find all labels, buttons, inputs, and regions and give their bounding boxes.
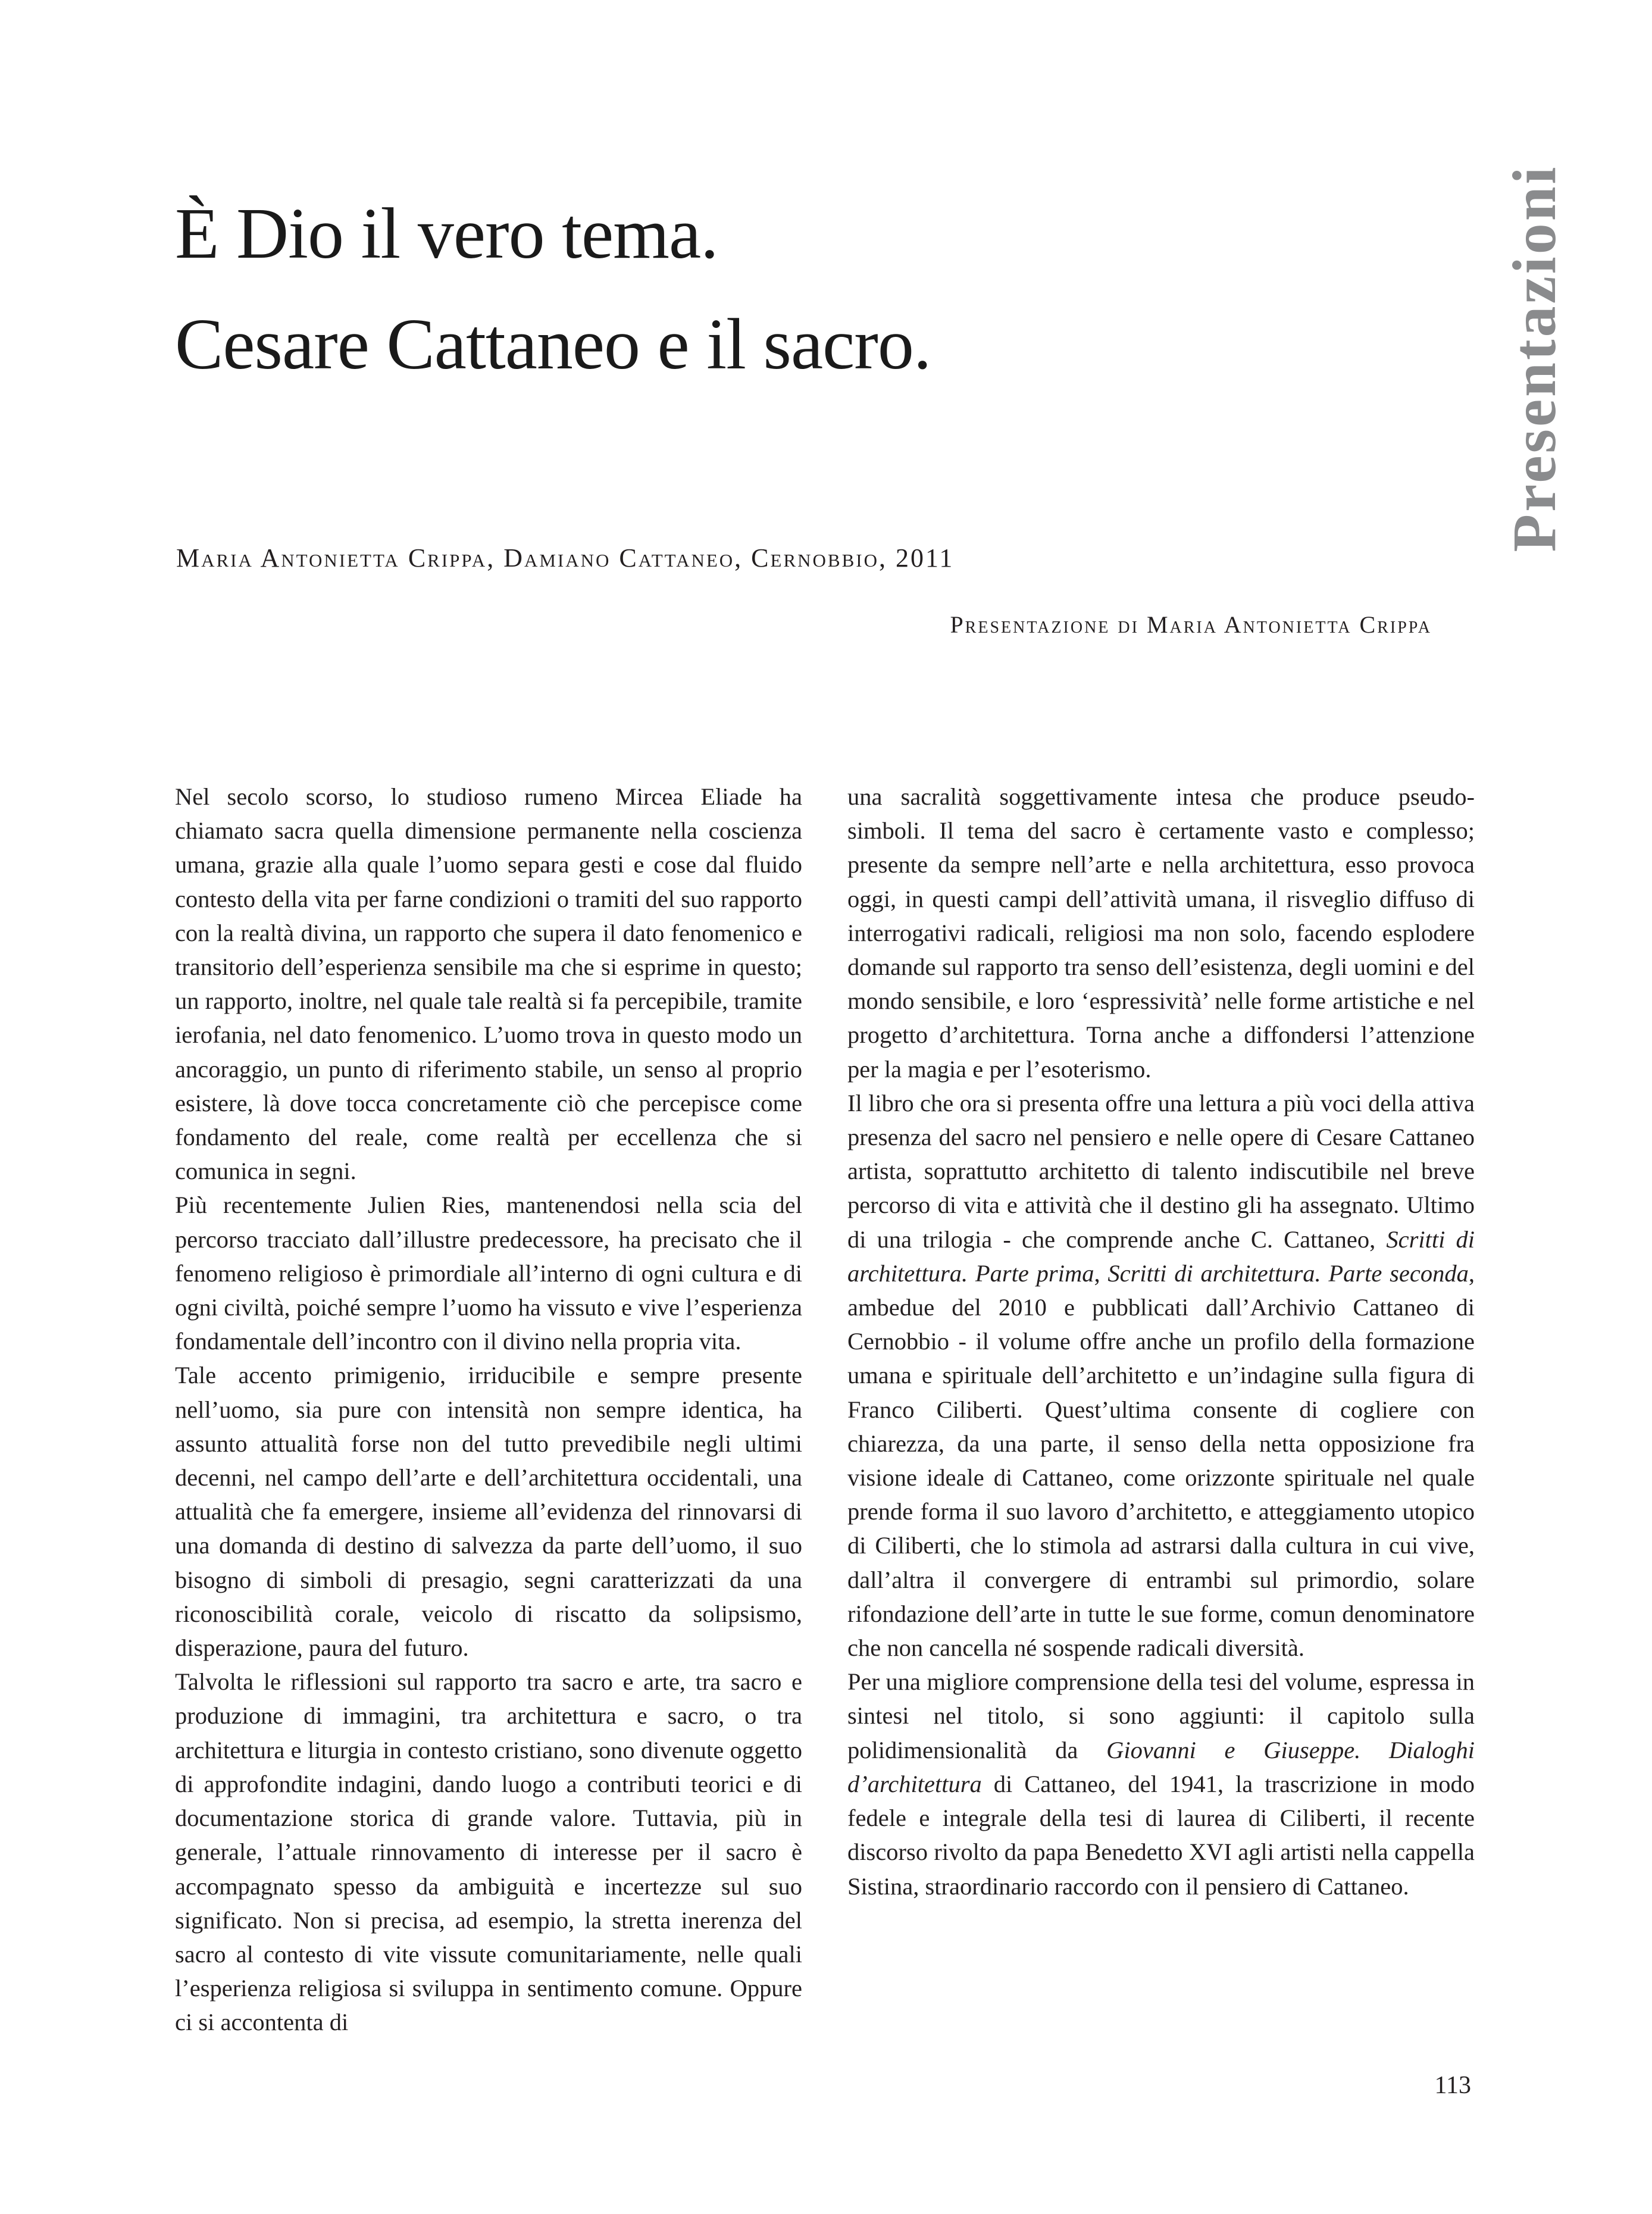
text-run: di Cattaneo, del 1941, la trascrizione in modo fedele e integrale della tesi di laurea di Ciliberti, il recente discorso rivolto da papa Benedetto XVI agli artisti nella cappella Sistina, straordinario raccordo con il pensiero di Cattaneo. xyxy=(847,1770,1475,1900)
book-reference: Maria Antonietta Crippa, Damiano Cattaneo, Cernobbio, 2011 xyxy=(176,543,955,573)
paragraph: una sacralità soggettivamente intesa che produce pseudo-simboli. Il tema del sacro è certamente vasto e complesso; presente da sempre nell’arte e nella architettura, esso provoca oggi, in questi campi dell’attività umana, il risveglio diffuso di interrogativi radicali, religiosi ma non solo, facendo esplodere domande sul rapporto tra senso dell’esistenza, degli uomini e del mondo sensibile, e loro ‘espressività’ nelle forme artistiche e nel progetto d’architettura. Torna anche a diffondersi l’attenzione per la magia e per l’esoterismo. xyxy=(847,783,1475,1083)
paragraph xyxy=(847,1086,1475,1665)
paragraph xyxy=(847,1665,1475,1903)
paragraph: Nel secolo scorso, lo studioso rumeno Mircea Eliade ha chiamato sacra quella dimensione permanente nella coscienza umana, grazie alla quale l’uomo separa gesti e cose dal fluido contesto della vita per farne condizioni o tramiti del suo rapporto con la realtà divina, un rapporto che supera il dato fenomenico e transitorio dell’esperienza sensibile ma che si esprime in questo; un rapporto, inoltre, nel quale tale realtà si fa percepibile, tramite ierofania, nel dato fenomenico. L’uomo trova in questo modo un ancoraggio, un punto di riferimento stabile, un senso al proprio esistere, là dove tocca concretamente ciò che percepisce come fondamento del reale, come realtà per eccellenza che si comunica in segni. xyxy=(175,783,802,1185)
page-number: 113 xyxy=(1434,2072,1471,2099)
left-column xyxy=(175,780,802,2040)
paragraph: Talvolta le riflessioni sul rapporto tra sacro e arte, tra sacro e produzione di immagini, tra architettura e sacro, o tra architettura e liturgia in contesto cristiano, sono divenute oggetto di approfondite indagini, dando luogo a contributi teorici e di documentazione storica di grande valore. Tuttavia, più in generale, l’attuale rinnovamento di interesse per il sacro è accompagnato spesso da ambiguità e incertezze sul suo significato. Non si precisa, ad esempio, la stretta inerenza del sacro al contesto di vite vissute comunitariamente, nelle quali l’esperienza religiosa si sviluppa in sentimento comune. Oppure ci si accontenta di xyxy=(175,1668,802,2036)
text-run: Il libro che ora si presenta offre una lettura a più voci della attiva presenza del sacro nel pensiero e nelle opere di Cesare Cattaneo artista, soprattutto architetto di talento indiscutibile nel breve percorso di vita e attività che il destino gli ha assegnato. Ultimo di una trilogia - che comprende anche C. Cattaneo, xyxy=(847,1089,1475,1253)
right-column xyxy=(847,780,1475,1903)
title-line-2: Cesare Cattaneo e il sacro. xyxy=(175,304,931,384)
section-label-vertical xyxy=(1497,164,1572,552)
text-run: , ambedue del 2010 e pubblicati dall’Archivio Cattaneo di Cernobbio - il volume offre anche un profilo della formazione umana e spirituale dell’architetto e un’indagine sulla figura di Franco Ciliberti. Quest’ultima consente di cogliere con chiarezza, da una parte, il senso della netta opposizione fra visione ideale di Cattaneo, come orizzonte spirituale nel quale prende forma il suo lavoro d’architetto, e atteggiamento utopico di Ciliberti, che lo stimola ad astrarsi dalla cultura in cui vive, dall’altra il convergere di entrambi sul primordio, solare rifondazione dell’arte in tutte le sue forme, comun denominatore che non cancella né sospende radicali diversità. xyxy=(847,1259,1475,1662)
italic-book-title: Giovanni e Giuseppe. Dialoghi d’architettura xyxy=(847,1736,1475,1797)
text-run: Per una migliore comprensione della tesi del volume, espressa in sintesi nel titolo, si sono aggiunti: il capitolo sulla polidimensionalità da xyxy=(847,1668,1475,1763)
italic-book-title: Scritti di architettura. Parte seconda xyxy=(1107,1259,1469,1287)
paragraph: Più recentemente Julien Ries, mantenendosi nella scia del percorso tracciato dall’illustre predecessore, ha precisato che il fenomeno religioso è primordiale all’interno di ogni cultura e di ogni civiltà, poiché sempre l’uomo ha vissuto e vive l’esperienza fondamentale dell’incontro con il divino nella propria vita. xyxy=(175,1192,802,1355)
italic-book-title: Scritti di architettura. Parte prima xyxy=(847,1225,1475,1287)
presenter-line: Presentazione di Maria Antonietta Crippa xyxy=(950,611,1432,638)
text-run: , xyxy=(1094,1259,1108,1287)
paragraph: Tale accento primigenio, irriducibile e sempre presente nell’uomo, sia pure con intensità non sempre identica, ha assunto attualità forse non del tutto prevedibile negli ultimi decenni, nel campo dell’arte e dell’architettura occidentali, una attualità che fa emergere, insieme all’evidenza del rinnovarsi di una domanda di destino di salvezza da parte dell’uomo, il suo bisogno di simboli di presagio, segni caratterizzati da una riconoscibilità corale, veicolo di riscatto da solipsismo, disperazione, paura del futuro. xyxy=(175,1362,802,1662)
page-title xyxy=(175,179,1306,400)
section-label-text: Presentazioni xyxy=(1500,164,1569,552)
title-line-1: È Dio il vero tema. xyxy=(175,193,718,274)
